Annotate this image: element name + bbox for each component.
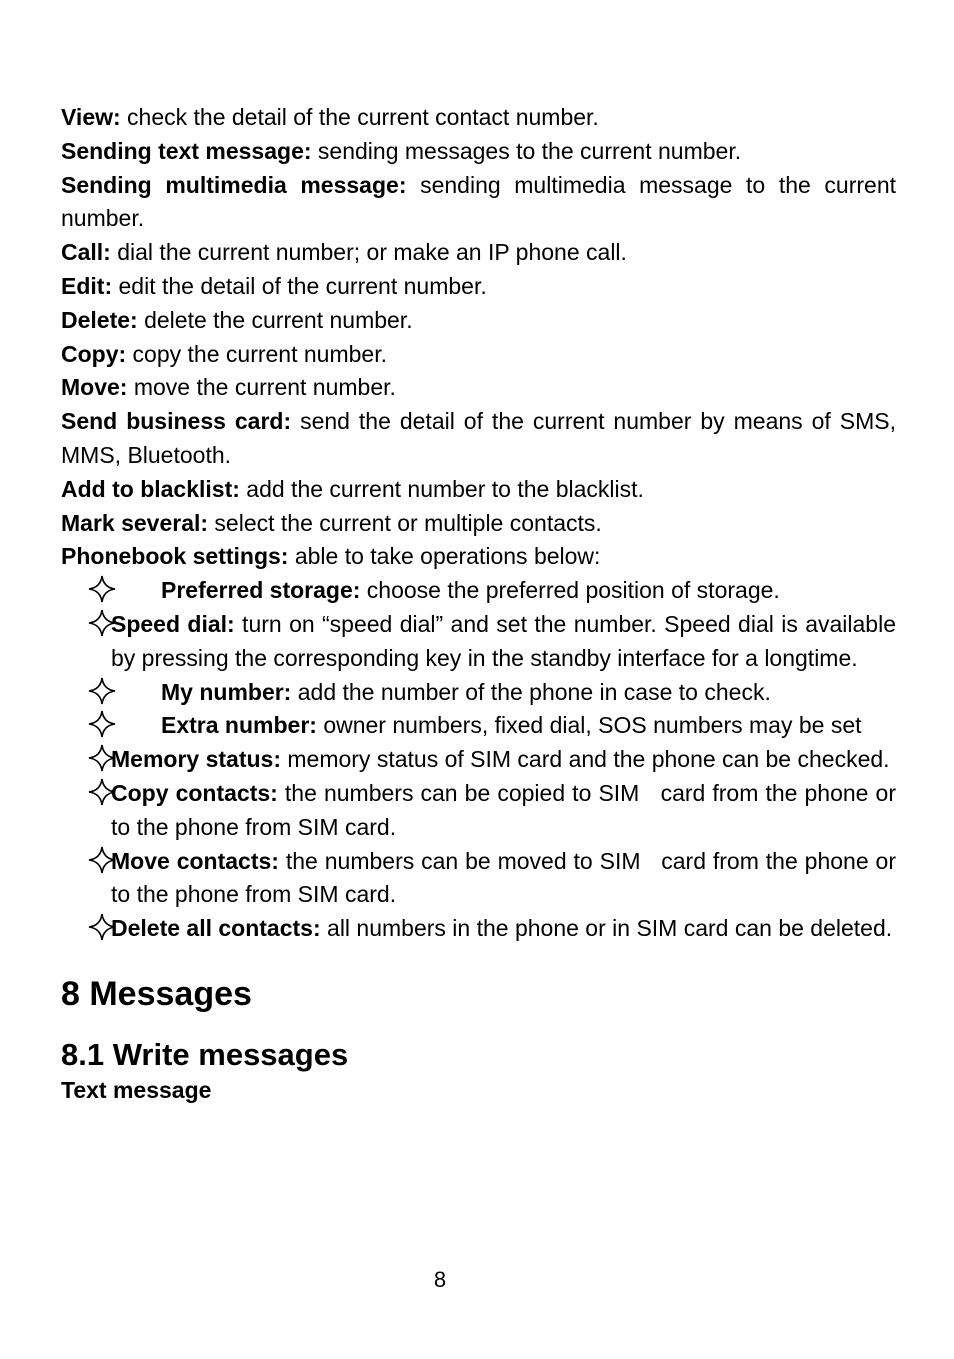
entry-add-to-blacklist xyxy=(61,473,896,507)
document-body xyxy=(61,101,903,1105)
entry-move xyxy=(61,371,896,405)
subsection-heading: 8.1 Write messages xyxy=(61,1036,349,1072)
entry-edit xyxy=(61,270,896,304)
entry-term: Move: xyxy=(61,374,128,401)
entry-term: View: xyxy=(61,104,121,130)
setting-term: Extra number: xyxy=(161,712,317,739)
four-point-star-outline-icon xyxy=(87,574,117,604)
setting-item-extra-number xyxy=(111,709,896,743)
setting-item-move-contacts xyxy=(111,845,903,913)
entry-copy xyxy=(61,338,896,372)
entry-term: Delete: xyxy=(61,306,138,333)
entry-sending-multimedia-message xyxy=(61,169,896,237)
setting-item-speed-dial xyxy=(111,608,896,676)
setting-text: add the number of the phone in case to check. xyxy=(291,678,771,705)
entry-text: sending multimedia message to the current number. xyxy=(61,171,896,232)
setting-term: Preferred storage: xyxy=(161,577,361,604)
entry-term: Phonebook settings: xyxy=(61,543,289,570)
entry-mark-several xyxy=(61,507,896,541)
setting-text: all numbers in the phone or in SIM card can be deleted. xyxy=(320,915,893,942)
entry-text: select the current or multiple contacts. xyxy=(208,509,602,536)
setting-text: turn on “speed dial” and set the number. Speed dial is available by pressing the corresponding key in the standby interface for a longtime. xyxy=(111,610,896,671)
entry-text: delete the current number. xyxy=(137,306,413,333)
setting-text: the numbers can be moved to SIM card from the phone or to the phone from SIM card. xyxy=(111,847,903,908)
entry-text: sending messages to the current number. xyxy=(311,137,742,164)
entry-term: Call: xyxy=(61,239,111,266)
section-label: Text message xyxy=(61,1076,212,1103)
setting-term: Speed dial: xyxy=(111,610,235,637)
setting-text: choose the preferred position of storage. xyxy=(360,577,780,604)
entry-phonebook-settings xyxy=(61,540,896,574)
setting-term: My number: xyxy=(161,678,292,705)
four-point-star-outline-icon xyxy=(87,608,117,638)
entry-text: edit the detail of the current number. xyxy=(112,272,487,299)
four-point-star-outline-icon xyxy=(87,743,117,773)
entry-text: send the detail of the current number by means of SMS, MMS, Bluetooth. xyxy=(61,408,896,468)
four-point-star-outline-icon xyxy=(87,912,117,942)
entry-term: Sending multimedia message: xyxy=(61,171,407,198)
entry-text: copy the current number. xyxy=(126,340,387,367)
setting-text: memory status of SIM card and the phone can be checked. xyxy=(280,746,890,773)
entry-text: dial the current number; or make an IP phone call. xyxy=(110,239,627,266)
setting-item-my-number xyxy=(111,676,896,710)
setting-term: Delete all contacts: xyxy=(111,915,321,942)
entry-term: Add to blacklist: xyxy=(61,475,240,502)
entry-delete xyxy=(61,304,896,338)
entry-text: able to take operations below: xyxy=(288,543,601,570)
entry-term: Mark several: xyxy=(61,509,209,536)
entry-text: add the current number to the blacklist. xyxy=(239,475,644,502)
entry-term: Edit: xyxy=(61,272,113,299)
setting-text: the numbers can be copied to SIM card from the phone or to the phone from SIM card. xyxy=(111,779,903,840)
setting-item-memory-status xyxy=(111,743,896,777)
page-number: 8 xyxy=(433,1267,447,1292)
section-heading: 8 Messages xyxy=(61,974,252,1013)
entry-term: Send business card: xyxy=(61,408,292,435)
four-point-star-outline-icon xyxy=(87,676,117,706)
entry-view xyxy=(61,101,896,135)
four-point-star-outline-icon xyxy=(87,845,117,875)
setting-text: owner numbers, fixed dial, SOS numbers may be set xyxy=(316,712,862,739)
entry-sending-text-message xyxy=(61,135,896,169)
entry-text: move the current number. xyxy=(127,374,396,401)
setting-item-delete-all-contacts xyxy=(111,912,896,946)
setting-term: Memory status: xyxy=(111,746,281,773)
phonebook-settings-list xyxy=(61,574,903,946)
entry-send-business-card xyxy=(61,405,896,473)
setting-term: Move contacts: xyxy=(111,847,279,874)
contact-options-list xyxy=(61,101,896,574)
four-point-star-outline-icon xyxy=(87,709,117,739)
setting-term: Copy contacts: xyxy=(111,779,278,806)
entry-term: Sending text message: xyxy=(61,137,312,164)
entry-call xyxy=(61,236,896,270)
setting-item-preferred-storage xyxy=(111,574,896,608)
entry-term: Copy: xyxy=(61,340,127,367)
entry-text: check the detail of the current contact number. xyxy=(120,104,599,130)
four-point-star-outline-icon xyxy=(87,777,117,807)
setting-item-copy-contacts xyxy=(111,777,903,845)
